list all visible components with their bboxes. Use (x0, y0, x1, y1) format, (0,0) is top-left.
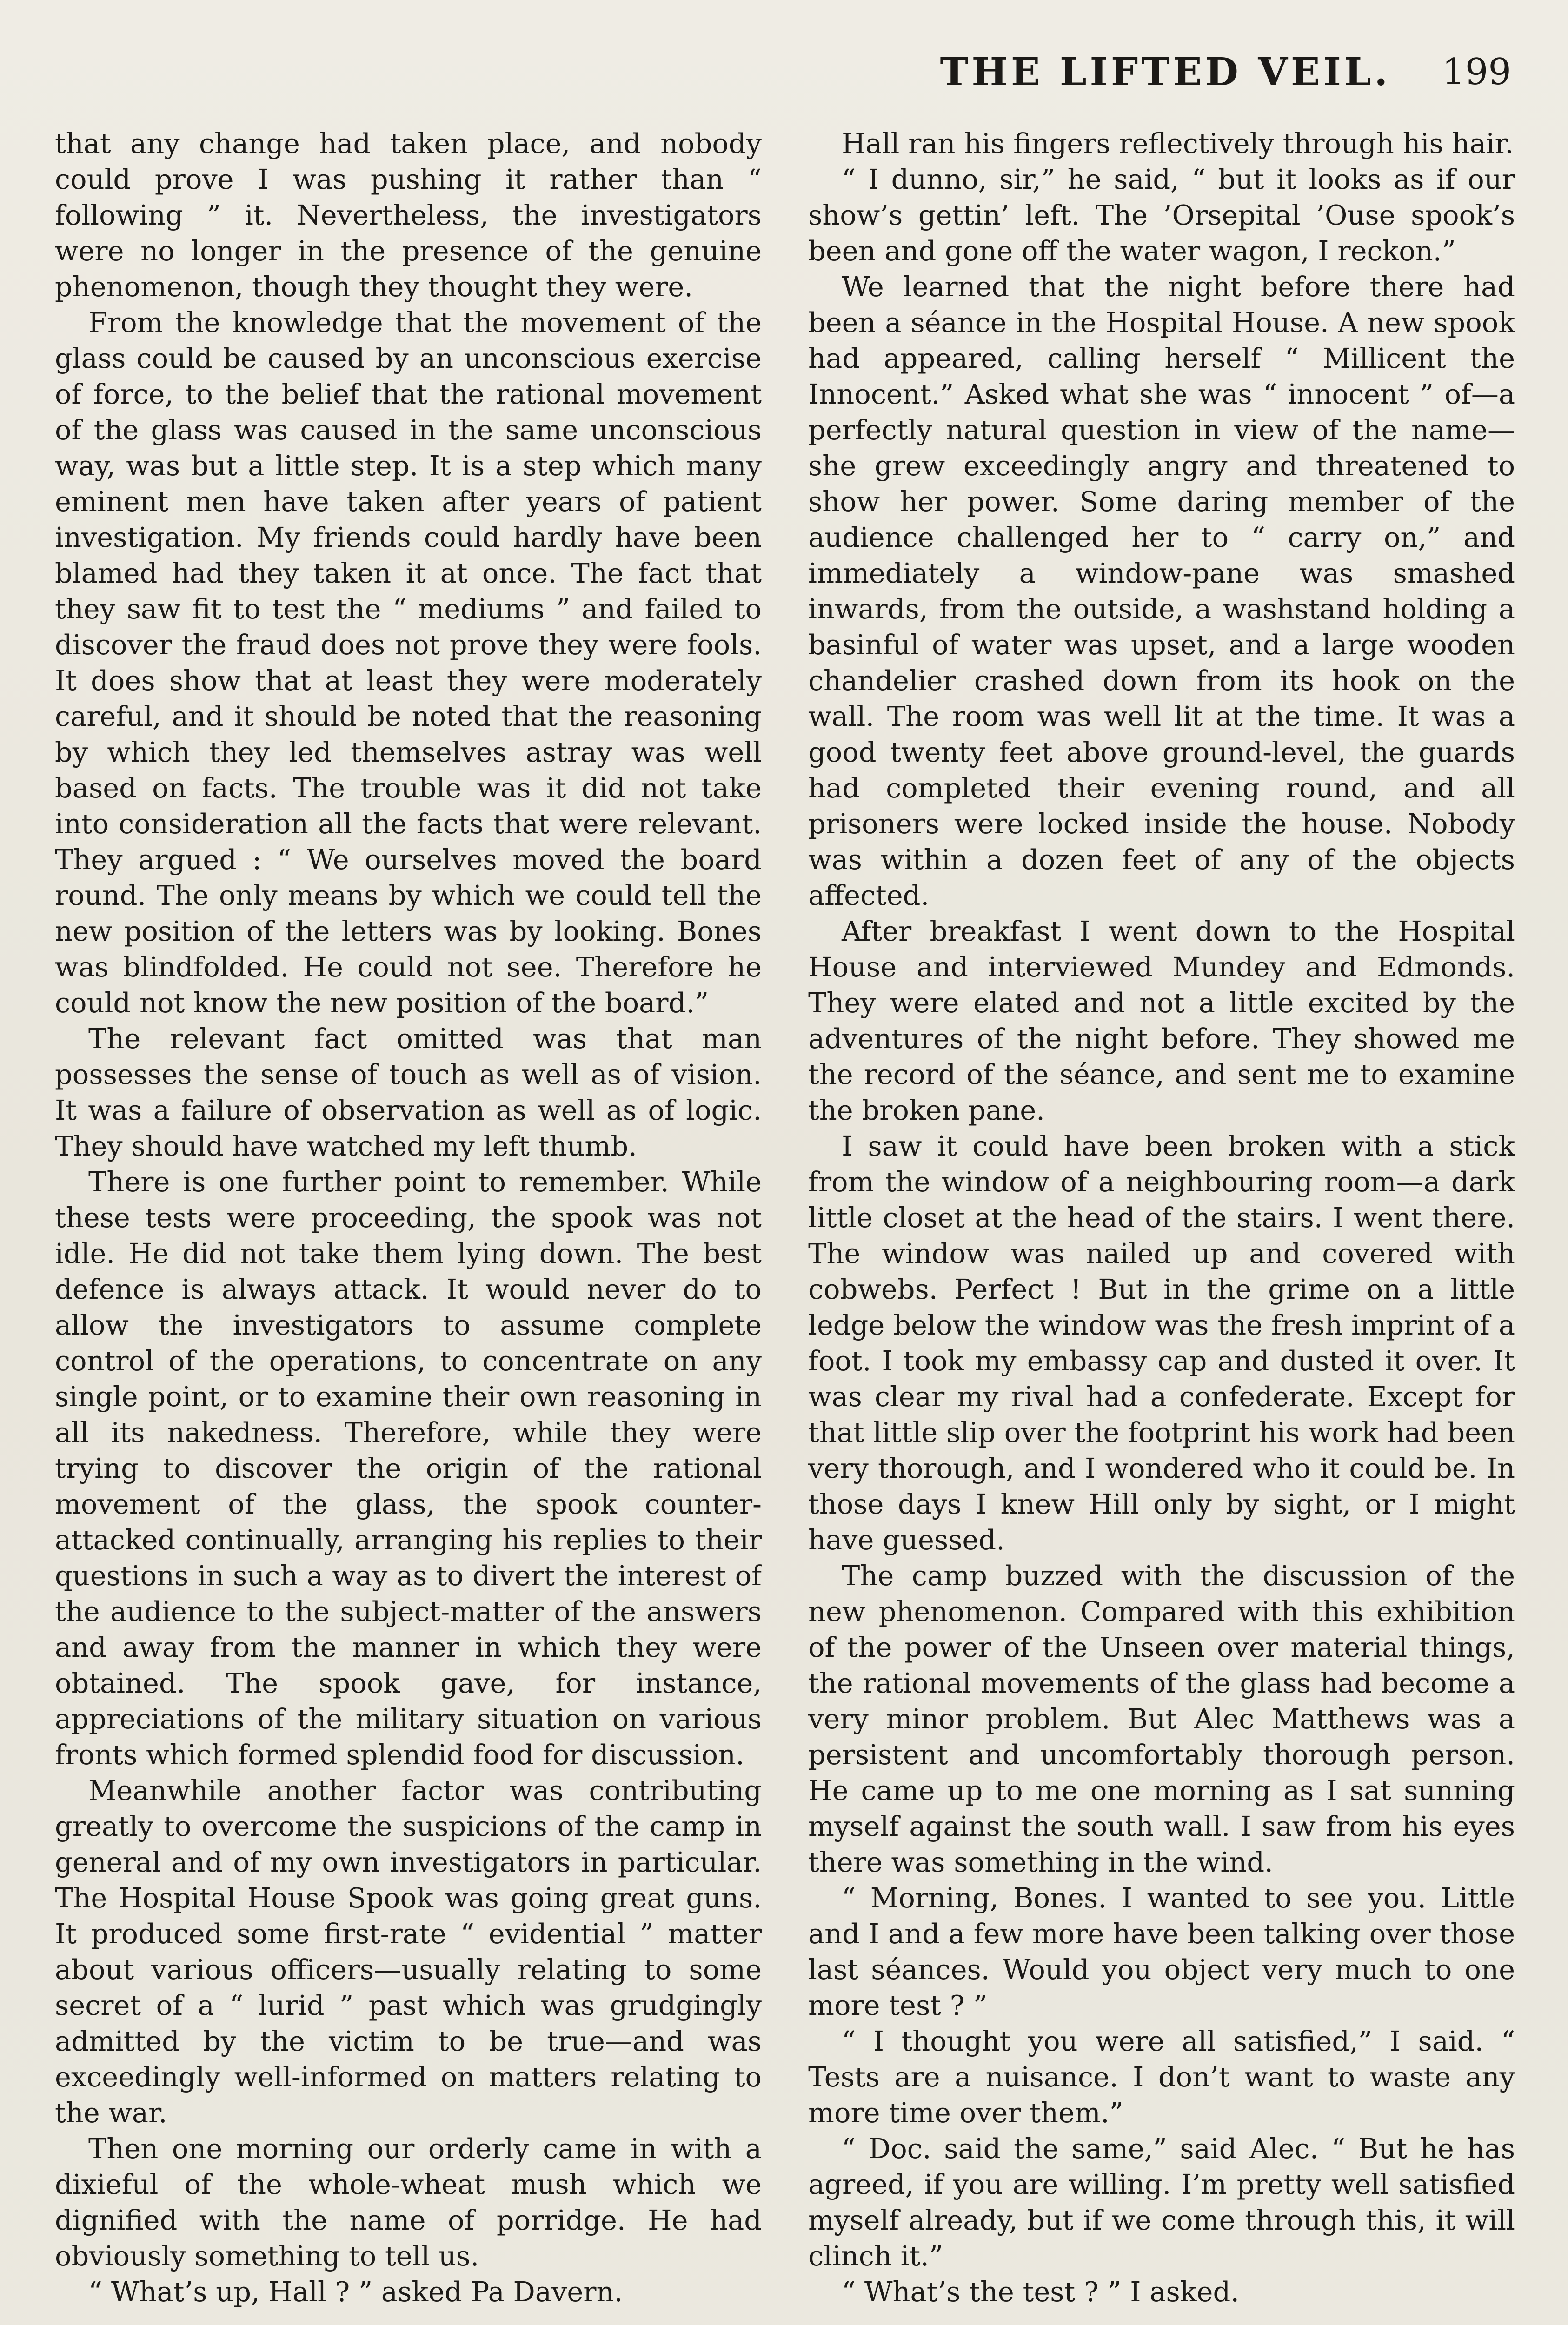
paragraph: From the knowledge that the movement of the glass could be caused by an unconscious exercise of force, to the belief that the rational movement of the glass was caused in the same unconscious way, was but a little step. It is a step which many eminent men have taken after years of patient investigation. My friends could hardly have been blamed had they taken it at once. The fact that they saw fit to test the “ mediums ” and failed to discover the fraud does not prove they were fools. It does show that at least they were moderately careful, and it should be noted that the reasoning by which they led themselves astray was well based on facts. The trouble was it did not take into consideration all the facts that were relevant. They argued : “ We ourselves moved the board round. The only means by which we could tell the new position of the letters was by looking. Bones was blindfolded. He could not see. Therefore he could not know the new position of the board.” (55, 306, 762, 1019)
paragraph: “ What’s the test ? ” I asked. (842, 2276, 1239, 2308)
paragraph: The relevant fact omitted was that man possesses the sense of touch as well as of vision. It was a failure of observation as well as of logic. They should have watched my left thumb. (55, 1023, 762, 1162)
paragraph: We learned that the night before there had been a séance in the Hospital House. A new spook had appeared, calling herself “ Millicent the Innocent.” Asked what she was “ innocent ” of—a perfectly natural question in view of the name—she grew exceedingly angry and threatened to show her power. Some daring member of the audience challenged her to “ carry on,” and immediately a window-pane was smashed inwards, from the outside, a washstand holding a basinful of water was upset, and a large wooden chandelier crashed down from its hook on the wall. The room was well lit at the time. It was a good twenty feet above ground-level, the guards had completed their evening round, and all prisoners were locked inside the house. Nobody was within a dozen feet of any of the objects affected. (808, 271, 1515, 911)
paragraph: Then one morning our orderly came in with a dixieful of the whole-wheat mush which we dignified with the name of porridge. He had obviously something to tell us. (55, 2132, 762, 2272)
paragraph: “ Doc. said the same,” said Alec. “ But he has agreed, if you are willing. I’m pretty well satisfied myself already, but if we come through this, it will clinch it.” (808, 2132, 1515, 2272)
paragraph: “ I thought you were all satisfied,” I said. “ Tests are a nuisance. I don’t want to waste any more time over them.” (808, 2025, 1515, 2129)
paragraph: After breakfast I went down to the Hospital House and interviewed Mundey and Edmonds. They were elated and not a little excited by the adventures of the night before. They showed me the record of the séance, and sent me to examine the broken pane. (808, 915, 1515, 1126)
paragraph: “ I dunno, sir,” he said, “ but it looks as if our show’s gettin’ left. The ’Orsepital ’Ouse spook’s been and gone off the water wagon, I reckon.” (808, 163, 1515, 267)
page-number: 199 (1442, 51, 1511, 93)
paragraph: There is one further point to remember. While these tests were proceeding, the spook was not idle. He did not take them lying down. The best defence is always attack. It would never do to allow the investigators to assume complete control of the operations, to concentrate on any single point, or to examine their own reasoning in all its nakedness. Therefore, while they were trying to discover the origin of the rational movement of the glass, the spook counter-attacked continually, arranging his replies to their questions in such a way as to divert the interest of the audience to the subject-matter of the answers and away from the manner in which they were obtained. The spook gave, for instance, appreciations of the military situation on various fronts which formed splendid food for discussion. (55, 1166, 762, 1771)
paragraph: I saw it could have been broken with a stick from the window of a neighbouring room—a dark little closet at the head of the stairs. I went there. The window was nailed up and covered with cobwebs. Perfect ! But in the grime on a little ledge below the window was the fresh imprint of a foot. I took my embassy cap and dusted it over. It was clear my rival had a confederate. Except for that little slip over the footprint his work had been very thorough, and I wondered who it could be. In those days I knew Hill only by sight, or I might have guessed. (808, 1130, 1515, 1556)
running-title: THE LIFTED VEIL. (940, 50, 1391, 94)
paragraph: Meanwhile another factor was contributing greatly to overcome the suspicions of the camp in general and of my own investigators in particular. The Hospital House Spook was going great guns. It produced some first-rate “ evidential ” matter about various officers—usually relating to some secret of a “ lurid ” past which was grudgingly admitted by the victim to be true—and was exceedingly well-informed on matters relating to the war. (55, 1774, 762, 2129)
paragraph: Hall ran his fingers reflectively through his hair. (842, 127, 1514, 159)
running-header (907, 44, 1511, 100)
paragraph: “ What’s up, Hall ? ” asked Pa Davern. (88, 2276, 623, 2308)
paragraph: “ Morning, Bones. I wanted to see you. Little and I and a few more have been talking over those last séances. Would you object very much to one more test ? ” (808, 1882, 1515, 2021)
paragraph: that any change had taken place, and nobody could prove I was pushing it rather than “ following ” it. Nevertheless, the investigators were no longer in the presence of the genuine phenomenon, though they thought they were. (55, 127, 762, 303)
paragraph: The camp buzzed with the discussion of the new phenomenon. Compared with this exhibition of the power of the Unseen over material things, the rational movements of the glass had become a very minor problem. But Alec Matthews was a persistent and uncomfortably thorough person. He came up to me one morning as I sat sunning myself against the south wall. I saw from his eyes there was something in the wind. (808, 1560, 1515, 1878)
left-column (55, 126, 762, 2325)
right-column (808, 126, 1515, 2325)
